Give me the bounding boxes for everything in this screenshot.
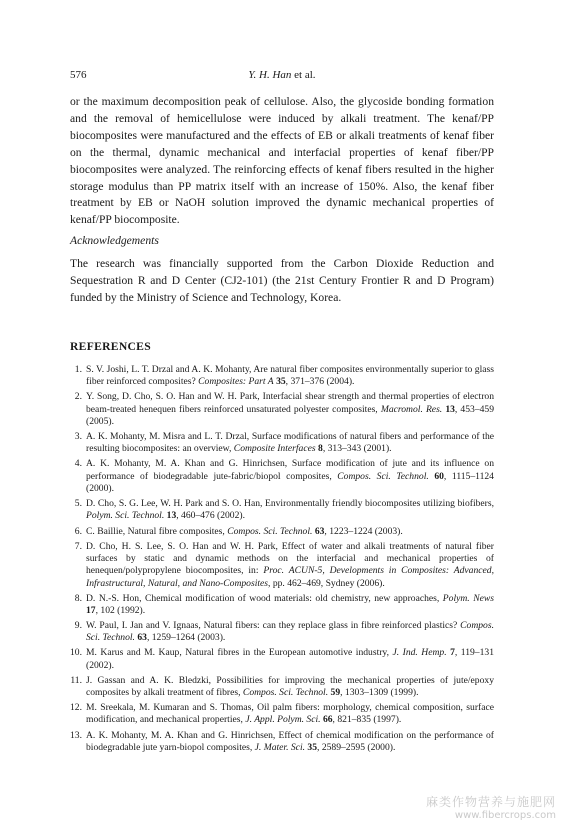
reference-journal: Compos. Sci. Technol. <box>86 620 494 644</box>
reference-number: 3. <box>74 431 82 443</box>
reference-volume: 63 <box>137 632 147 644</box>
running-head-author <box>70 69 494 81</box>
reference-number: 9. <box>74 620 82 632</box>
reference-volume: 63 <box>314 525 325 537</box>
reference-volume: 35 <box>307 741 318 753</box>
reference-journal: Compos. Sci. Technol. <box>242 687 329 699</box>
reference-item <box>70 526 494 538</box>
reference-item <box>70 541 494 590</box>
reference-pages-year: , pp. 462–469, Sydney (2006). <box>268 577 385 589</box>
reference-authors-title: D. Cho, S. G. Lee, W. H. Park and S. O. Han, Environmentally friendly biocomposites utilizing biofibers, <box>86 498 494 510</box>
reference-volume: 7 <box>450 647 455 659</box>
reference-pages-year: , 1303–1309 (1999). <box>340 687 419 699</box>
reference-authors-title: D. N.-S. Hon, Chemical modification of wood materials: old chemistry, new approaches, <box>86 592 443 604</box>
reference-authors-title: M. Sreekala, M. Kumaran and S. Thomas, Oil palm fibers: morphology, chemical composition, surface modification, and mechanical properties, <box>86 702 494 726</box>
author-name: Y. H. Han <box>248 69 292 81</box>
reference-volume: 17 <box>86 604 96 616</box>
reference-journal: Compos. Sci. Technol. <box>227 525 313 537</box>
reference-item <box>70 593 494 618</box>
reference-authors-title: S. V. Joshi, L. T. Drzal and A. K. Mohanty, Are natural fiber composites environmentally superior to glass fiber reinforced composites? <box>86 364 494 388</box>
reference-volume: 60 <box>434 470 444 482</box>
conclusion-paragraph: or the maximum decomposition peak of cellulose. Also, the glycoside bonding formation and the removal of hemicellulose were induced by alkali treatment. The kenaf/PP biocomposites were manufactured and the effects of EB or alkali treatments of kenaf fiber on the thermal, dynamic mechanical and interfacial properties of kenaf fiber/PP biocomposites were analyzed. The reinforcing effects of kenaf fibers resulted in the higher storage modulus than PP matrix itself with an increase of 150%. Also, the kenaf fiber treatment by EB or NaOH solution improved the dynamic mechanical properties of kenaf/PP biocomposite. <box>70 95 494 227</box>
reference-journal: Compos. Sci. Technol. <box>337 470 429 482</box>
reference-volume: 13 <box>166 510 177 522</box>
reference-pages-year: , 313–343 (2001). <box>322 443 392 455</box>
reference-journal: Polym. Sci. Technol. <box>86 510 165 522</box>
reference-item <box>70 364 494 389</box>
reference-volume: 35 <box>276 376 286 388</box>
reference-item <box>70 730 494 755</box>
reference-authors-title: D. Cho, H. S. Lee, S. O. Han and W. H. Park, Effect of water and alkali treatments of natural fiber surfaces by static and dynamic methods on the interfacial and mechanical properties of henequen/polypropylene biocomposites, in: <box>86 540 494 577</box>
reference-list <box>70 364 494 757</box>
references-heading: REFERENCES <box>70 340 151 353</box>
reference-journal: Composite Interfaces <box>233 443 316 455</box>
reference-pages-year: , 821–835 (1997). <box>332 714 402 726</box>
reference-pages-year: , 1115–1124 (2000). <box>86 470 494 495</box>
reference-item <box>70 458 494 495</box>
reference-number: 11. <box>70 674 82 686</box>
reference-item <box>70 647 494 672</box>
author-suffix: et al. <box>291 69 316 81</box>
reference-authors-title: A. K. Mohanty, M. Misra and L. T. Drzal, Surface modifications of natural fibers and performance of the resulting biocomposites: an overview, <box>86 431 494 455</box>
reference-journal: J. Appl. Polym. Sci. <box>245 714 321 726</box>
reference-number: 7. <box>74 540 82 552</box>
reference-number: 13. <box>70 729 82 741</box>
watermark-site-name: 麻类作物营养与施肥网 <box>425 795 556 809</box>
reference-journal: Polym. News <box>442 592 494 604</box>
reference-number: 6. <box>74 525 82 537</box>
reference-item <box>70 391 494 428</box>
reference-pages-year: , 2589–2595 (2000). <box>317 741 396 753</box>
reference-journal: J. Mater. Sci. <box>254 741 306 753</box>
reference-authors-title: M. Karus and M. Kaup, Natural fibres in the European automotive industry, <box>86 647 393 659</box>
reference-authors-title: A. K. Mohanty, M. A. Khan and G. Hinrichsen, Effect of chemical modification on the performance of biodegradable jute yarn-biopol composites, <box>86 729 494 753</box>
reference-volume: 59 <box>330 687 341 699</box>
reference-number: 2. <box>74 391 82 403</box>
reference-volume: 8 <box>318 443 323 455</box>
reference-authors-title: A. K. Mohanty, M. A. Khan and G. Hinrichsen, Surface modification of jute and its influence on performance of biodegradable jute-fabric/biopol composites, <box>86 458 494 482</box>
acknowledgements-heading: Acknowledgements <box>70 234 159 247</box>
reference-number: 12. <box>70 702 82 714</box>
reference-number: 5. <box>74 498 82 510</box>
reference-pages-year: , 371–376 (2004). <box>285 376 355 388</box>
watermark-url: www.fibercrops.com <box>454 810 556 821</box>
reference-number: 1. <box>74 364 82 375</box>
reference-number: 8. <box>74 592 82 604</box>
reference-item <box>70 702 494 727</box>
reference-pages-year: , 1223–1224 (2003). <box>324 525 403 537</box>
reference-journal: Macromol. Res. <box>380 403 443 415</box>
running-header <box>70 69 494 83</box>
reference-number: 4. <box>74 458 82 470</box>
reference-authors-title: C. Baillie, Natural fibre composites, <box>86 525 228 537</box>
reference-item <box>70 498 494 523</box>
reference-pages-year: , 460–476 (2002). <box>176 510 245 522</box>
reference-journal: Proc. ACUN-5, Developments in Composites: Advanced, Infrastructural, Natural, and Nano-Composites <box>86 565 494 589</box>
reference-journal: J. Ind. Hemp. <box>392 647 447 659</box>
reference-number: 10. <box>70 647 82 659</box>
reference-item <box>70 431 494 456</box>
reference-authors-title: Y. Song, D. Cho, S. O. Han and W. H. Park, Interfacial shear strength and thermal properties of electron beam-treated henequen fibers reinforced unsaturated polyester composites, <box>86 391 494 415</box>
reference-item <box>70 675 494 700</box>
reference-pages-year: , 453–459 (2005). <box>86 403 495 427</box>
reference-authors-title: W. Paul, I. Jan and V. Ignaas, Natural fibers: can they replace glass in fibre reinforced plastics? <box>86 620 461 632</box>
page-number: 576 <box>70 69 87 81</box>
reference-item <box>70 620 494 645</box>
reference-pages-year: , 102 (1992). <box>95 604 146 616</box>
reference-pages-year: , 1259–1264 (2003). <box>146 632 226 644</box>
reference-pages-year: , 119–131 (2002). <box>86 647 494 671</box>
acknowledgements-paragraph: The research was financially supported from the Carbon Dioxide Reduction and Sequestration R and D Center (CJ2-101) (the 21st Century Frontier R and D Program) funded by the Ministry of Science and Technology, Korea. <box>70 257 494 304</box>
reference-authors-title: J. Gassan and A. K. Bledzki, Possibilities for improving the mechanical properties of jute/epoxy composites by alkali treatment of fibres, <box>86 674 494 699</box>
watermark <box>426 796 556 822</box>
reference-volume: 13 <box>445 403 455 415</box>
reference-journal: Composites: Part A <box>198 376 274 388</box>
reference-volume: 66 <box>322 714 333 726</box>
